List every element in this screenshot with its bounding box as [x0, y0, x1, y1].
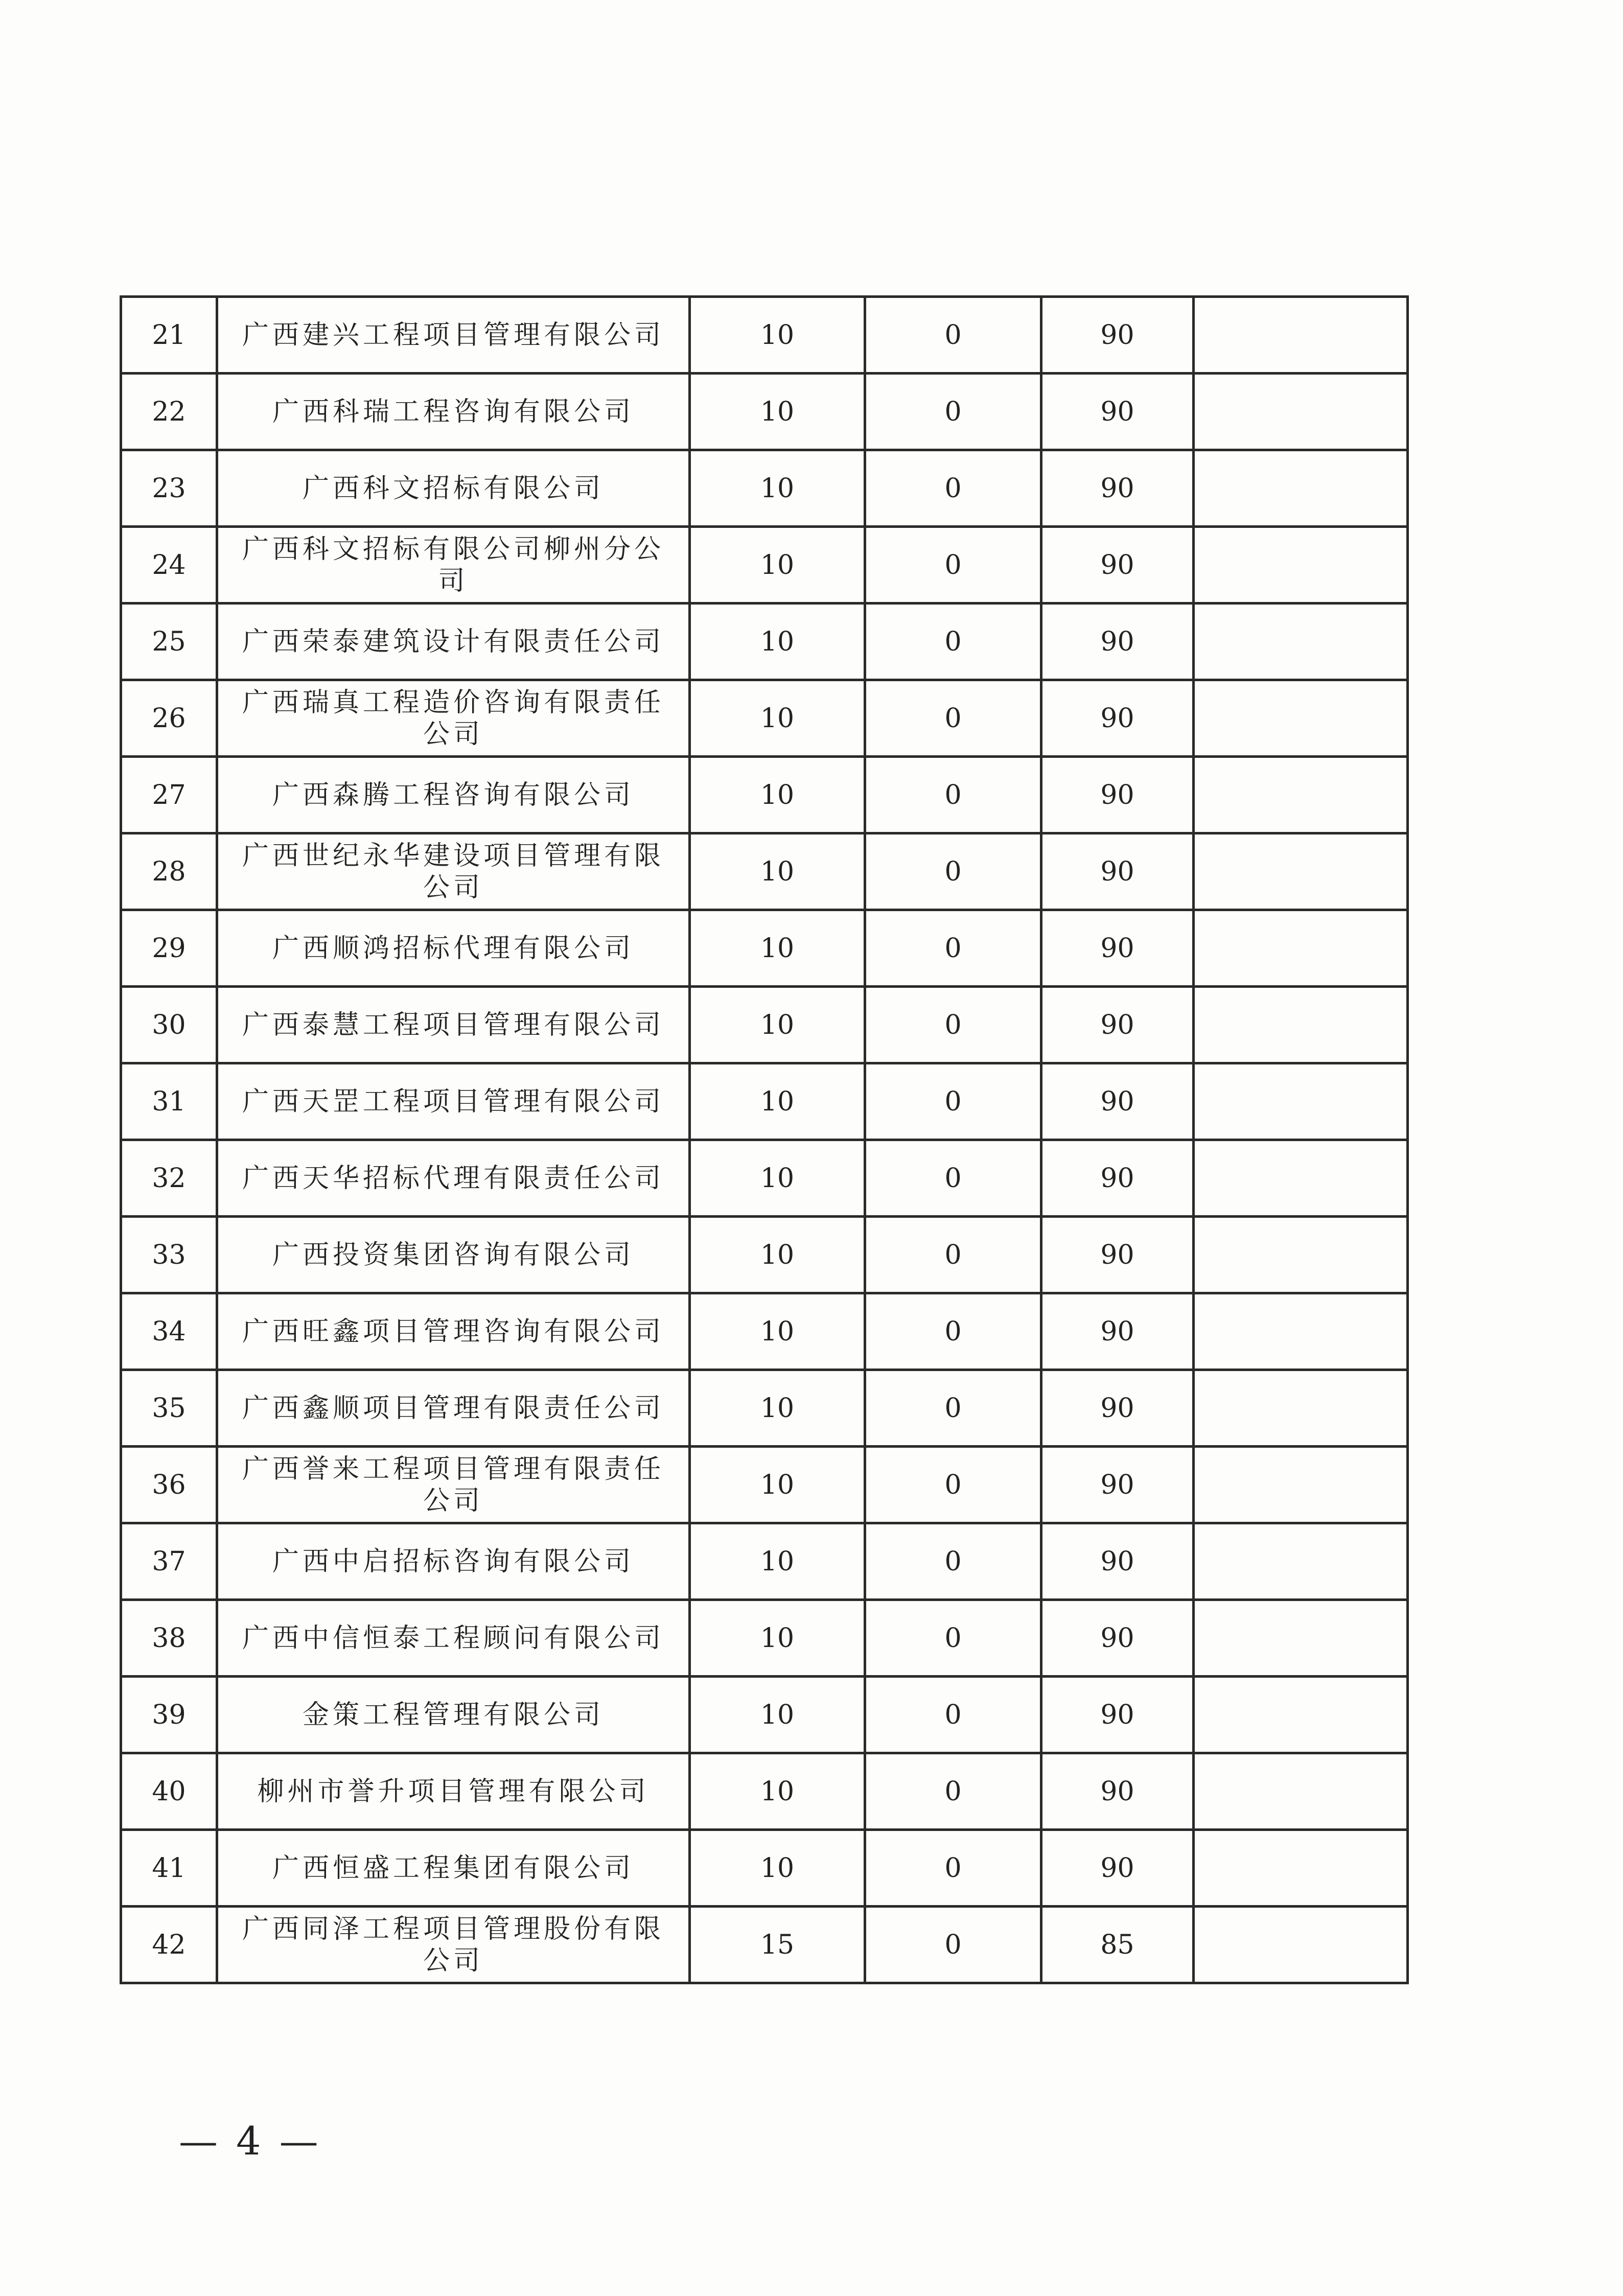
cell-bonus: 0 [865, 1063, 1041, 1140]
cell-bonus: 0 [865, 374, 1041, 450]
cell-deduction: 15 [690, 1907, 865, 1983]
cell-score: 85 [1041, 1907, 1194, 1983]
cell-bonus: 0 [865, 910, 1041, 987]
cell-company-name: 广西科文招标有限公司 [217, 450, 690, 527]
cell-score: 90 [1041, 1753, 1194, 1830]
table-row [121, 1830, 1408, 1907]
cell-company-name: 广西投资集团咨询有限公司 [217, 1217, 690, 1293]
cell-number: 22 [121, 374, 217, 450]
cell-remark [1194, 1523, 1408, 1600]
table-row [121, 527, 1408, 604]
table-row [121, 297, 1408, 374]
cell-number: 23 [121, 450, 217, 527]
cell-remark [1194, 1293, 1408, 1370]
cell-number: 35 [121, 1370, 217, 1447]
cell-deduction: 10 [690, 1140, 865, 1217]
cell-number: 33 [121, 1217, 217, 1293]
cell-remark [1194, 374, 1408, 450]
cell-number: 39 [121, 1677, 217, 1753]
cell-score: 90 [1041, 297, 1194, 374]
cell-deduction: 10 [690, 1217, 865, 1293]
cell-company-name: 广西中启招标咨询有限公司 [217, 1523, 690, 1600]
cell-company-name: 广西荣泰建筑设计有限责任公司 [217, 604, 690, 680]
table-row [121, 833, 1408, 910]
cell-deduction: 10 [690, 1370, 865, 1447]
cell-number: 24 [121, 527, 217, 604]
cell-bonus: 0 [865, 1447, 1041, 1523]
table-row [121, 1447, 1408, 1523]
cell-score: 90 [1041, 1523, 1194, 1600]
cell-score: 90 [1041, 757, 1194, 833]
table-row [121, 1140, 1408, 1217]
cell-bonus: 0 [865, 527, 1041, 604]
cell-deduction: 10 [690, 1600, 865, 1677]
cell-bonus: 0 [865, 757, 1041, 833]
table-row [121, 1293, 1408, 1370]
cell-remark [1194, 1140, 1408, 1217]
cell-deduction: 10 [690, 987, 865, 1063]
cell-company-name: 广西世纪永华建设项目管理有限公司 [217, 833, 690, 910]
cell-score: 90 [1041, 1830, 1194, 1907]
table-row [121, 1677, 1408, 1753]
table-row [121, 757, 1408, 833]
cell-deduction: 10 [690, 1063, 865, 1140]
cell-remark [1194, 1907, 1408, 1983]
cell-score: 90 [1041, 680, 1194, 757]
cell-bonus: 0 [865, 1217, 1041, 1293]
cell-remark [1194, 450, 1408, 527]
cell-number: 40 [121, 1753, 217, 1830]
cell-number: 31 [121, 1063, 217, 1140]
cell-deduction: 10 [690, 1677, 865, 1753]
cell-company-name: 广西建兴工程项目管理有限公司 [217, 297, 690, 374]
cell-company-name: 广西森腾工程咨询有限公司 [217, 757, 690, 833]
table-row [121, 1523, 1408, 1600]
cell-company-name: 柳州市誉升项目管理有限公司 [217, 1753, 690, 1830]
cell-remark [1194, 1753, 1408, 1830]
cell-number: 38 [121, 1600, 217, 1677]
table-body [121, 297, 1408, 1983]
cell-bonus: 0 [865, 1830, 1041, 1907]
table-row [121, 910, 1408, 987]
cell-remark [1194, 680, 1408, 757]
cell-number: 32 [121, 1140, 217, 1217]
cell-number: 37 [121, 1523, 217, 1600]
score-table [120, 295, 1409, 1984]
cell-company-name: 广西瑞真工程造价咨询有限责任公司 [217, 680, 690, 757]
cell-remark [1194, 987, 1408, 1063]
cell-score: 90 [1041, 1293, 1194, 1370]
cell-bonus: 0 [865, 987, 1041, 1063]
cell-deduction: 10 [690, 1753, 865, 1830]
table-row [121, 1370, 1408, 1447]
cell-company-name: 金策工程管理有限公司 [217, 1677, 690, 1753]
cell-score: 90 [1041, 1140, 1194, 1217]
cell-number: 25 [121, 604, 217, 680]
cell-bonus: 0 [865, 1140, 1041, 1217]
cell-score: 90 [1041, 833, 1194, 910]
cell-number: 30 [121, 987, 217, 1063]
table-row [121, 1600, 1408, 1677]
cell-company-name: 广西天罡工程项目管理有限公司 [217, 1063, 690, 1140]
cell-number: 29 [121, 910, 217, 987]
cell-remark [1194, 1830, 1408, 1907]
cell-number: 36 [121, 1447, 217, 1523]
cell-bonus: 0 [865, 680, 1041, 757]
cell-score: 90 [1041, 374, 1194, 450]
cell-remark [1194, 1217, 1408, 1293]
cell-number: 28 [121, 833, 217, 910]
cell-remark [1194, 527, 1408, 604]
table-row [121, 1063, 1408, 1140]
cell-company-name: 广西泰慧工程项目管理有限公司 [217, 987, 690, 1063]
cell-deduction: 10 [690, 1447, 865, 1523]
cell-company-name: 广西科瑞工程咨询有限公司 [217, 374, 690, 450]
cell-bonus: 0 [865, 1907, 1041, 1983]
cell-deduction: 10 [690, 604, 865, 680]
table-row [121, 1753, 1408, 1830]
cell-bonus: 0 [865, 1370, 1041, 1447]
cell-deduction: 10 [690, 1293, 865, 1370]
cell-company-name: 广西鑫顺项目管理有限责任公司 [217, 1370, 690, 1447]
cell-score: 90 [1041, 910, 1194, 987]
cell-number: 26 [121, 680, 217, 757]
table-row [121, 680, 1408, 757]
cell-bonus: 0 [865, 833, 1041, 910]
table-row [121, 1217, 1408, 1293]
cell-company-name: 广西顺鸿招标代理有限公司 [217, 910, 690, 987]
cell-deduction: 10 [690, 450, 865, 527]
cell-remark [1194, 1677, 1408, 1753]
cell-deduction: 10 [690, 833, 865, 910]
cell-deduction: 10 [690, 527, 865, 604]
cell-score: 90 [1041, 1677, 1194, 1753]
cell-company-name: 广西天华招标代理有限责任公司 [217, 1140, 690, 1217]
cell-remark [1194, 1447, 1408, 1523]
cell-score: 90 [1041, 450, 1194, 527]
cell-bonus: 0 [865, 604, 1041, 680]
cell-score: 90 [1041, 604, 1194, 680]
table-row [121, 374, 1408, 450]
table-row [121, 604, 1408, 680]
cell-deduction: 10 [690, 374, 865, 450]
cell-remark [1194, 833, 1408, 910]
cell-number: 21 [121, 297, 217, 374]
cell-deduction: 10 [690, 910, 865, 987]
cell-company-name: 广西科文招标有限公司柳州分公司 [217, 527, 690, 604]
cell-remark [1194, 757, 1408, 833]
cell-bonus: 0 [865, 1293, 1041, 1370]
cell-company-name: 广西旺鑫项目管理咨询有限公司 [217, 1293, 690, 1370]
table-row [121, 450, 1408, 527]
cell-company-name: 广西中信恒泰工程顾问有限公司 [217, 1600, 690, 1677]
cell-remark [1194, 1370, 1408, 1447]
cell-bonus: 0 [865, 450, 1041, 527]
cell-company-name: 广西恒盛工程集团有限公司 [217, 1830, 690, 1907]
cell-score: 90 [1041, 527, 1194, 604]
cell-company-name: 广西同泽工程项目管理股份有限公司 [217, 1907, 690, 1983]
cell-remark [1194, 1063, 1408, 1140]
cell-number: 27 [121, 757, 217, 833]
cell-remark [1194, 910, 1408, 987]
table-row [121, 987, 1408, 1063]
cell-bonus: 0 [865, 297, 1041, 374]
page-number: — 4 — [179, 2118, 321, 2164]
cell-remark [1194, 297, 1408, 374]
cell-number: 42 [121, 1907, 217, 1983]
cell-score: 90 [1041, 1447, 1194, 1523]
cell-score: 90 [1041, 1217, 1194, 1293]
cell-score: 90 [1041, 987, 1194, 1063]
cell-remark [1194, 1600, 1408, 1677]
table-row [121, 1907, 1408, 1983]
cell-bonus: 0 [865, 1677, 1041, 1753]
cell-score: 90 [1041, 1600, 1194, 1677]
cell-company-name: 广西誉来工程项目管理有限责任公司 [217, 1447, 690, 1523]
cell-number: 34 [121, 1293, 217, 1370]
cell-remark [1194, 604, 1408, 680]
cell-score: 90 [1041, 1370, 1194, 1447]
cell-bonus: 0 [865, 1753, 1041, 1830]
cell-deduction: 10 [690, 757, 865, 833]
cell-bonus: 0 [865, 1523, 1041, 1600]
cell-deduction: 10 [690, 1830, 865, 1907]
cell-bonus: 0 [865, 1600, 1041, 1677]
cell-number: 41 [121, 1830, 217, 1907]
cell-deduction: 10 [690, 1523, 865, 1600]
cell-deduction: 10 [690, 680, 865, 757]
cell-deduction: 10 [690, 297, 865, 374]
cell-score: 90 [1041, 1063, 1194, 1140]
